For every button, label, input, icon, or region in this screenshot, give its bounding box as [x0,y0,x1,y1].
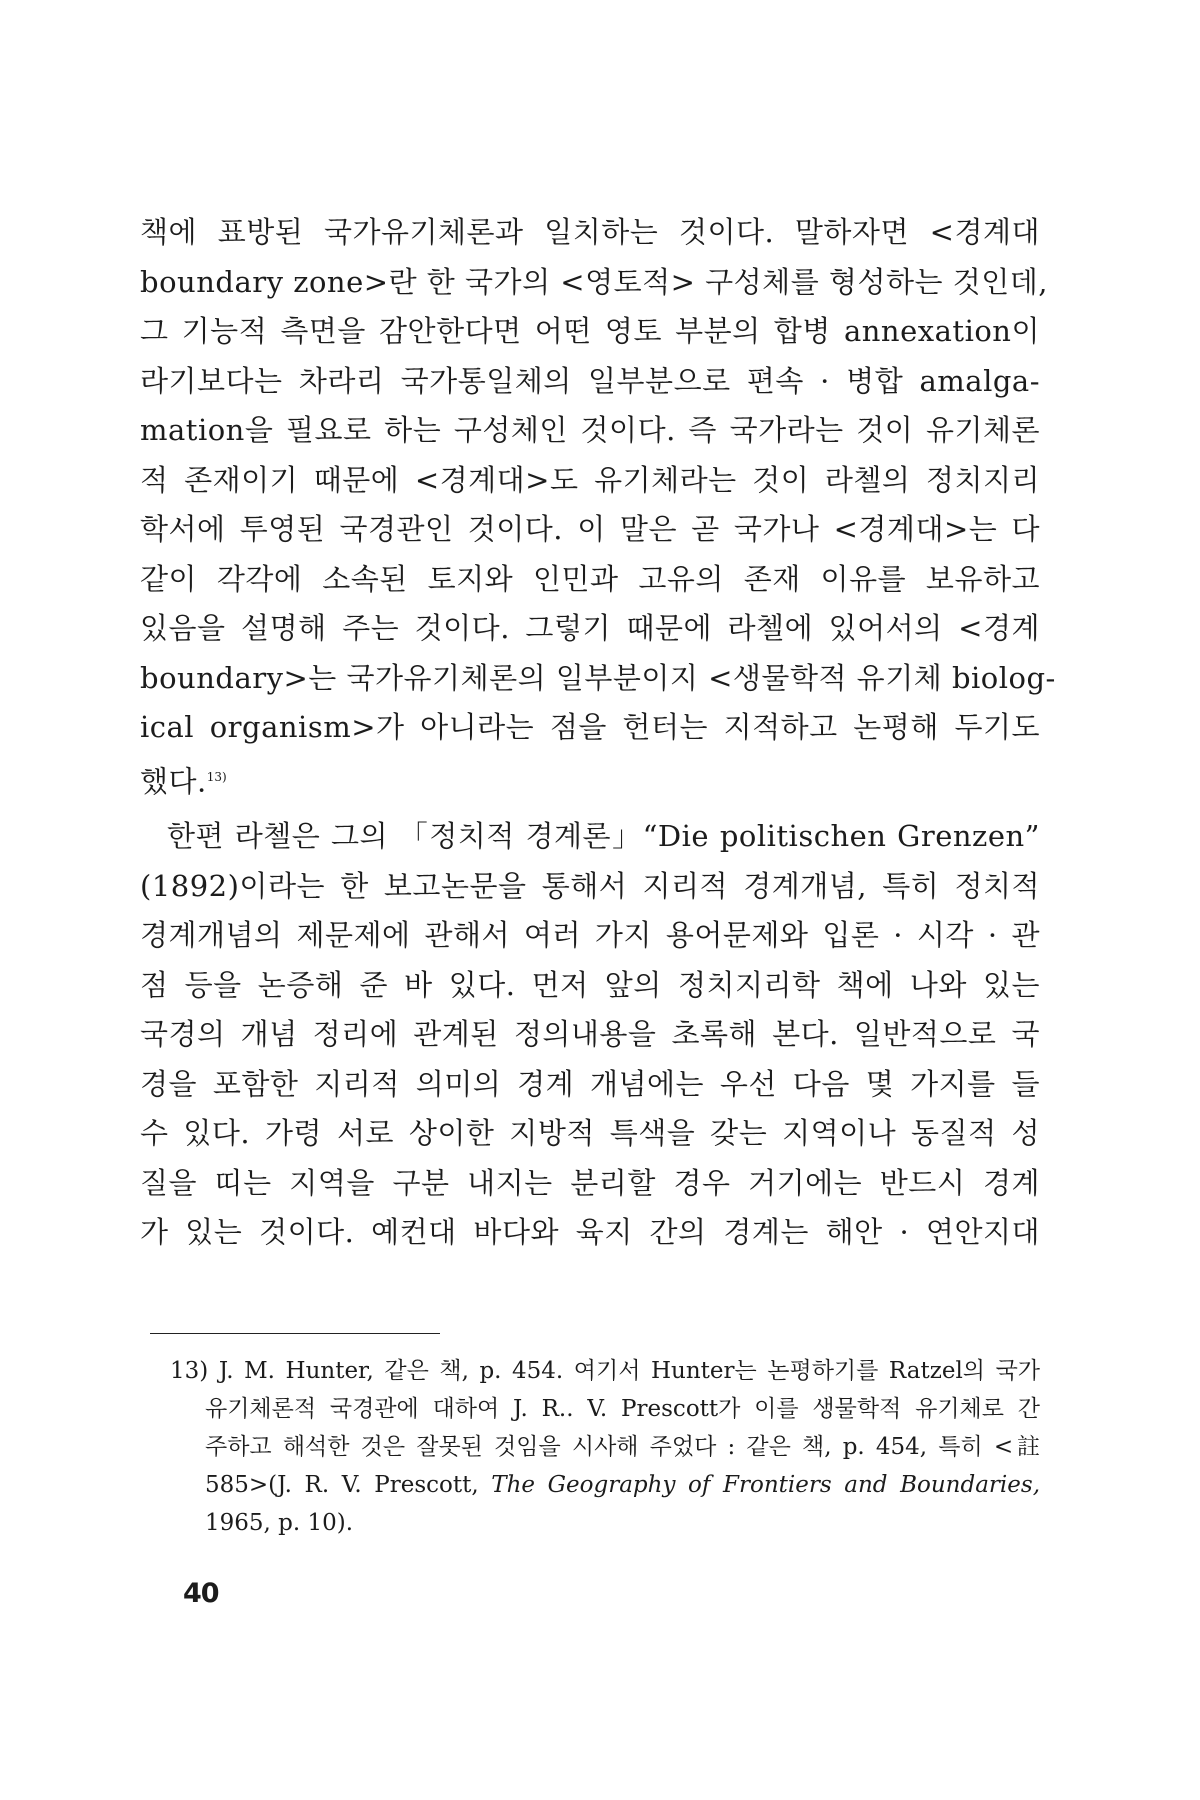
text-line: 라기보다는 차라리 국가통일체의 일부분으로 편속 · 병합 amalga- [140,363,1040,398]
text-line: 책에 표방된 국가유기체론과 일치하는 것이다. 말하자면 <경계대 [140,215,1040,249]
text-line: 수 있다. 가령 서로 상이한 지방적 특색을 갖는 지역이나 동질적 성 [140,1116,1040,1150]
footnote-line [170,1466,1040,1504]
footnote-reference[interactable]: 13) [206,769,227,784]
text-line [140,753,1040,803]
footnote-line: 주하고 해석한 것은 잘못된 것임을 시사해 주었다 : 같은 책, p. 454, 특히 <註 [205,1434,1040,1460]
footnote-line [170,1352,1040,1390]
text-segment: 585>(J. R. V. Prescott, [205,1472,492,1498]
text-line: 질을 띠는 지역을 구분 내지는 분리할 경우 거기에는 반드시 경계 [140,1165,1040,1200]
footnote-divider [150,1333,440,1334]
text-line: boundary zone>란 한 국가의 <영토적> 구성체를 형성하는 것인데, [140,264,1048,299]
footnote-line: 유기체론적 국경관에 대하여 J. R.. V. Prescott가 이를 생물학적 유기체로 간 [205,1396,1040,1422]
body-text [140,208,1056,1258]
text-line: 그 기능적 측면을 감안한다면 어떤 영토 부분의 합병 annexation이 [140,314,1040,348]
paragraph [140,812,1040,1258]
text-line: 학서에 투영된 국경관인 것이다. 이 말은 곧 국가나 <경계대>는 다 [140,512,1040,546]
text-line: 점 등을 논증해 준 바 있다. 먼저 앞의 정치지리학 책에 나와 있는 [140,967,1040,1002]
text-line: 경을 포함한 지리적 의미의 경계 개념에는 우선 다음 몇 가지를 들 [140,1066,1040,1101]
paragraph [140,208,1056,802]
text-segment: J. M. Hunter, 같은 책, p. 454. 여기서 Hunter는 논평하기를 Ratzel의 국가 [218,1358,1041,1384]
text-line: 한편 라첼은 그의 「정치적 경계론」“Die politischen Grenzen” [167,819,1040,853]
text-line: ical organism>가 아니라는 점을 헌터는 지적하고 논평해 두기도 [140,710,1040,744]
footnote-number: 13) [170,1358,209,1384]
text-line: 있음을 설명해 주는 것이다. 그렇기 때문에 라첼에 있어서의 <경계 [140,611,1040,645]
footnote [170,1352,1040,1542]
text-line: 국경의 개념 정리에 관계된 정의내용을 초록해 본다. 일반적으로 국 [140,1017,1040,1051]
footnote-line: 1965, p. 10). [205,1510,354,1536]
text-line: 가 있는 것이다. 예컨대 바다와 육지 간의 경계는 해안 · 연안지대 [140,1215,1040,1249]
text-line: 적 존재이기 때문에 <경계대>도 유기체라는 것이 라첼의 정치지리 [140,462,1040,497]
text-line: (1892)이라는 한 보고논문을 통해서 지리적 경계개념, 특히 정치적 [140,868,1040,903]
text-line: 같이 각각에 소속된 토지와 인민과 고유의 존재 이유를 보유하고 [140,561,1040,596]
text-line: 경계개념의 제문제에 관해서 여러 가지 용어문제와 입론 · 시각 · 관 [140,918,1040,952]
text-line: boundary>는 국가유기체론의 일부분이지 <생물학적 유기체 biolog- [140,660,1056,695]
book-title: The Geography of Frontiers and Boundaries, [491,1472,1041,1498]
text-segment: 했다. [140,764,207,799]
text-line: mation을 필요로 하는 구성체인 것이다. 즉 국가라는 것이 유기체론 [140,413,1040,447]
page-number: 40 [183,1578,219,1609]
